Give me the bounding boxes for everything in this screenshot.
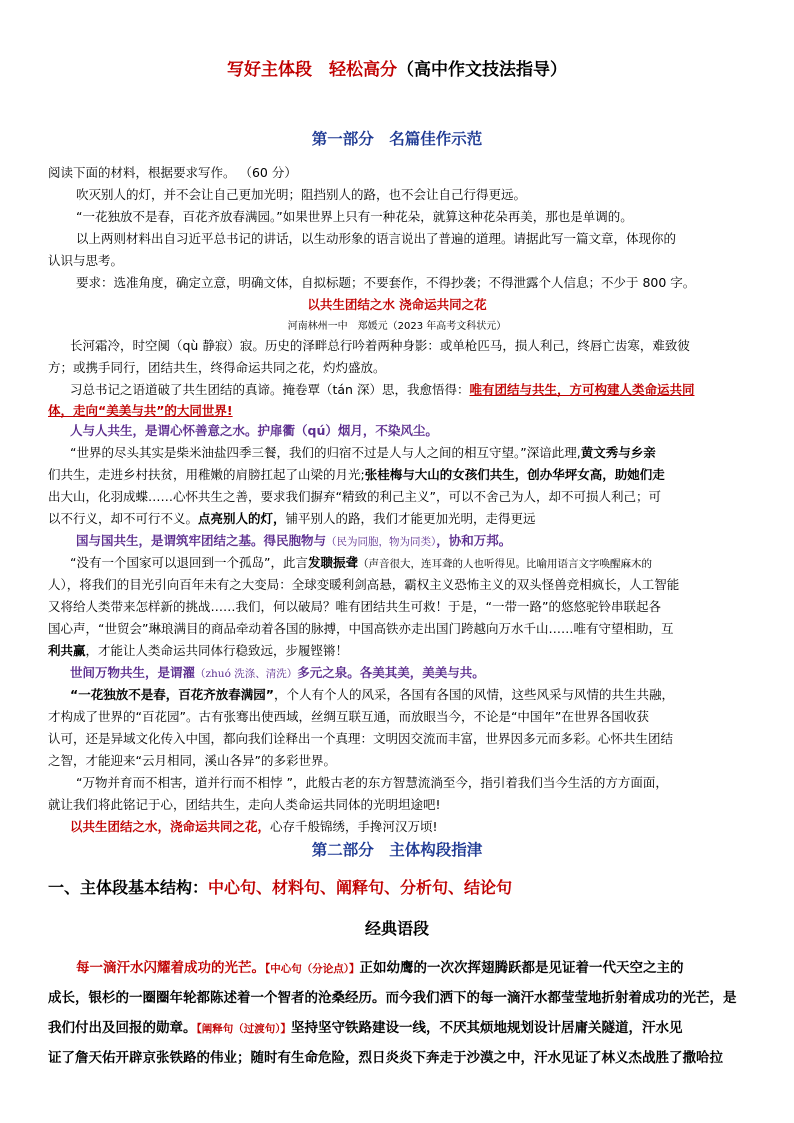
essay-conclusion: 以共生团结之水，浇命运共同之花，	[70, 819, 271, 834]
sample-topic-sentence: 每一滴汗水闪耀着成功的光芒。	[76, 960, 265, 976]
essay-text: 铺平别人的路，我们才能更加光明，走得更远	[285, 511, 536, 526]
essay-line	[70, 444, 794, 461]
sample-text: 我们付出及回报的勋章。	[48, 1020, 197, 1036]
essay-line: 方；或携手同行，团结共生，终得命运共同之花，灼灼盛放。	[48, 360, 386, 375]
sample-line: 证了詹天佑开辟京张铁路的伟业；随时有生命危险，烈日炎炎下奔走于沙漠之中，汗水见证了林义杰战胜了撒哈拉	[48, 1050, 723, 1066]
essay-line: 人），将我们的目光引向百年未有之大变局：全球变暖利剑高悬，霸权主义恐怖主义的双头怪兽竞相疯长，人工智能	[48, 577, 680, 592]
sample-label: 【中心句（分论点）】	[265, 963, 360, 975]
sample-line	[76, 956, 794, 981]
task-requirements: 要求：选准角度，确定立意，明确文体，自拟标题；不要套作，不得抄袭；不得泄露个人信息；不少于 800 字。	[76, 275, 696, 290]
essay-line: 又将给人类带来怎样新的挑战……我们，何以破局？唯有团结共生可救！于是，“一带一路”的悠悠驼铃串联起各	[48, 599, 661, 614]
essay-text: 点亮别人的灯，	[198, 511, 286, 526]
essay-subpoint-1	[70, 422, 794, 439]
task-intro: 阅读下面的材料，根据要求写作。 （60 分）	[48, 165, 297, 180]
sample-text: 正如幼鹰的一次次挥翅腾跃都是见证着一代天空之主的	[359, 960, 684, 976]
task-material-2: “一花独放不是春，百花齐放春满园。”如果世界上只有一种花朵，就算这种花朵再美，那也是单调的。	[76, 209, 633, 224]
subpoint-text: 世间万物共生，是谓濯	[70, 665, 196, 680]
essay-text: 习总书记之语道破了共生团结的真谛。掩卷覃（tán 深）思，我愈悟得：	[70, 382, 470, 397]
section1-heading	[48, 879, 794, 897]
subpoint-text: 多元之泉。	[297, 665, 360, 680]
sample-line: 成长，银杉的一圈圈年轮都陈述着一个智者的沧桑经历。而今我们洒下的每一滴汗水都莹莹地折射着成功的光芒，是	[48, 990, 737, 1006]
essay-thesis-cont: 体，走向“美美与共”的大同世界!	[48, 403, 233, 418]
essay-line	[48, 510, 794, 527]
subpoint-text: 得民胞物与	[263, 533, 327, 548]
essay-line: 才构成了世界的“百花园”。古有张骞出使西域，丝绸互联互通，而放眼当今，不论是“中国年”在世界各国收获	[48, 709, 649, 724]
essay-text: 心存千般锦绣，手搀河汉万顷!	[270, 819, 438, 834]
essay-text: ，个人有个人的风采，各国有各国的风情，这些风采与风情的共生共融，	[273, 687, 674, 702]
essay-thesis: 唯有团结与共生，方可构建人类命运共同	[469, 382, 695, 397]
section1-items: 中心句、材料句、阐释句、分析句、结论句	[208, 878, 513, 897]
section1-prefix: 一、主体段基本结构：	[48, 878, 209, 897]
essay-line: 就让我们将此铭记于心，团结共生，走向人类命运共同体的光明坦途吧!	[48, 797, 441, 812]
subpoint-note: （zhuó 洗涤、清洗）	[195, 668, 298, 680]
essay-title: 以共生团结之水 浇命运共同之花	[307, 297, 487, 312]
subpoint-text: 各美其美，美美与共。	[359, 665, 485, 680]
page-title-sub: （高中作文技法指导）	[397, 60, 567, 80]
essay-line: 出大山，化羽成蝶……心怀共生之善，要求我们摒弃“精致的利己主义”，可以不舍己为人，却不可损人利己；可	[48, 489, 661, 504]
essay-subpoint-2	[76, 532, 794, 551]
page-title	[0, 62, 794, 79]
subpoint-text: ，协和万邦。	[436, 533, 512, 548]
essay-subpoint-3	[70, 664, 794, 683]
page-title-main: 写好主体段 轻松高分	[227, 60, 397, 80]
subpoint-text: 护扉衢（qú）烟月，不染风尘。	[257, 423, 438, 438]
essay-line: 认可，还是异域文化传入中国，都向我们诠释出一个真理：文明因交流而丰富，世界因多元而多彩。心怀共生团结	[48, 731, 674, 746]
subpoint-text: 人与人共生，是谓心怀善意之水。	[70, 423, 258, 438]
essay-line: 国心声，“世贸会”琳琅满目的商品牵动着各国的脉搏，中国高铁亦走出国门跨越向万水千山……唯有守望相助，互	[48, 621, 674, 636]
essay-line: “万物并育而不相害，道并行而不相悖 ”，此般古老的东方智慧流淌至今，指引着我们当今生活的方方面面，	[76, 775, 668, 790]
task-instruction: 以上两则材料出自习近平总书记的讲话，以生动形象的语言说出了普遍的道理。请据此写一篇文章，体现你的	[76, 231, 677, 246]
essay-line	[48, 642, 794, 659]
essay-note: （声音很大，连耳聋的人也听得见。比喻用语言文字唤醒麻木的	[357, 558, 652, 570]
essay-text: 以不行义，却不可行不义。	[48, 511, 199, 526]
essay-text: “世界的尽头其实是柴米油盐四季三餐，我们的归宿不过是人与人之间的相互守望。”深谙此理,	[70, 445, 581, 460]
part1-heading: 第一部分 名篇佳作示范	[311, 130, 483, 148]
essay-text: 发聩振聋	[307, 555, 358, 570]
part2-heading: 第二部分 主体构段指津	[311, 841, 483, 859]
task-material-1: 吹灭别人的灯，并不会让自己更加光明；阻挡别人的路，也不会让自己行得更远。	[76, 187, 527, 202]
essay-text: 黄文秀与乡亲	[580, 445, 656, 460]
essay-text: “没有一个国家可以退回到一个孤岛”，此言	[70, 555, 308, 570]
subpoint-note: （民为同胞，物为同类）	[326, 536, 437, 548]
essay-author: 河南林州一中 郑媛元（2023 年高考文科状元）	[287, 321, 507, 332]
essay-text: “一花独放不是春，百花齐放春满园”	[70, 687, 274, 702]
essay-line: 长河霜冷，时空阒（qù 静寂）寂。历史的泽畔总行吟着两种身影：或单枪匹马，损人利己，终唇亡齿寒，难致彼	[70, 338, 690, 353]
essay-line	[48, 466, 794, 483]
essay-line	[70, 686, 794, 703]
essay-text: 张桂梅与大山的女孩们共生，创办华坪女高，助她们走	[364, 467, 665, 482]
subpoint-text: 国与国共生，是谓筑牢团结之基。	[76, 533, 264, 548]
essay-line	[70, 381, 794, 398]
essay-text: ，才能让人类命运共同体行稳致远，步履铿锵！	[85, 643, 349, 658]
essay-text: 们共生，走进乡村扶贫，用稚嫩的肩膀扛起了山梁的月光;	[48, 467, 365, 482]
essay-line	[70, 818, 794, 835]
sample-text: 坚持坚守铁路建设一线，不厌其烦地规划设计居庸关隧道，汗水见	[291, 1020, 683, 1036]
essay-line	[70, 554, 794, 573]
essay-text: 利共赢	[48, 643, 86, 658]
sample-label: 【阐释句（过渡句）】	[196, 1023, 291, 1035]
classic-heading: 经典语段	[364, 919, 429, 938]
essay-line: 之智，才能迎来“云月相同，溪山各异”的多彩世界。	[48, 753, 336, 768]
sample-line	[48, 1016, 794, 1041]
task-instruction-cont: 认识与思考。	[48, 253, 124, 268]
